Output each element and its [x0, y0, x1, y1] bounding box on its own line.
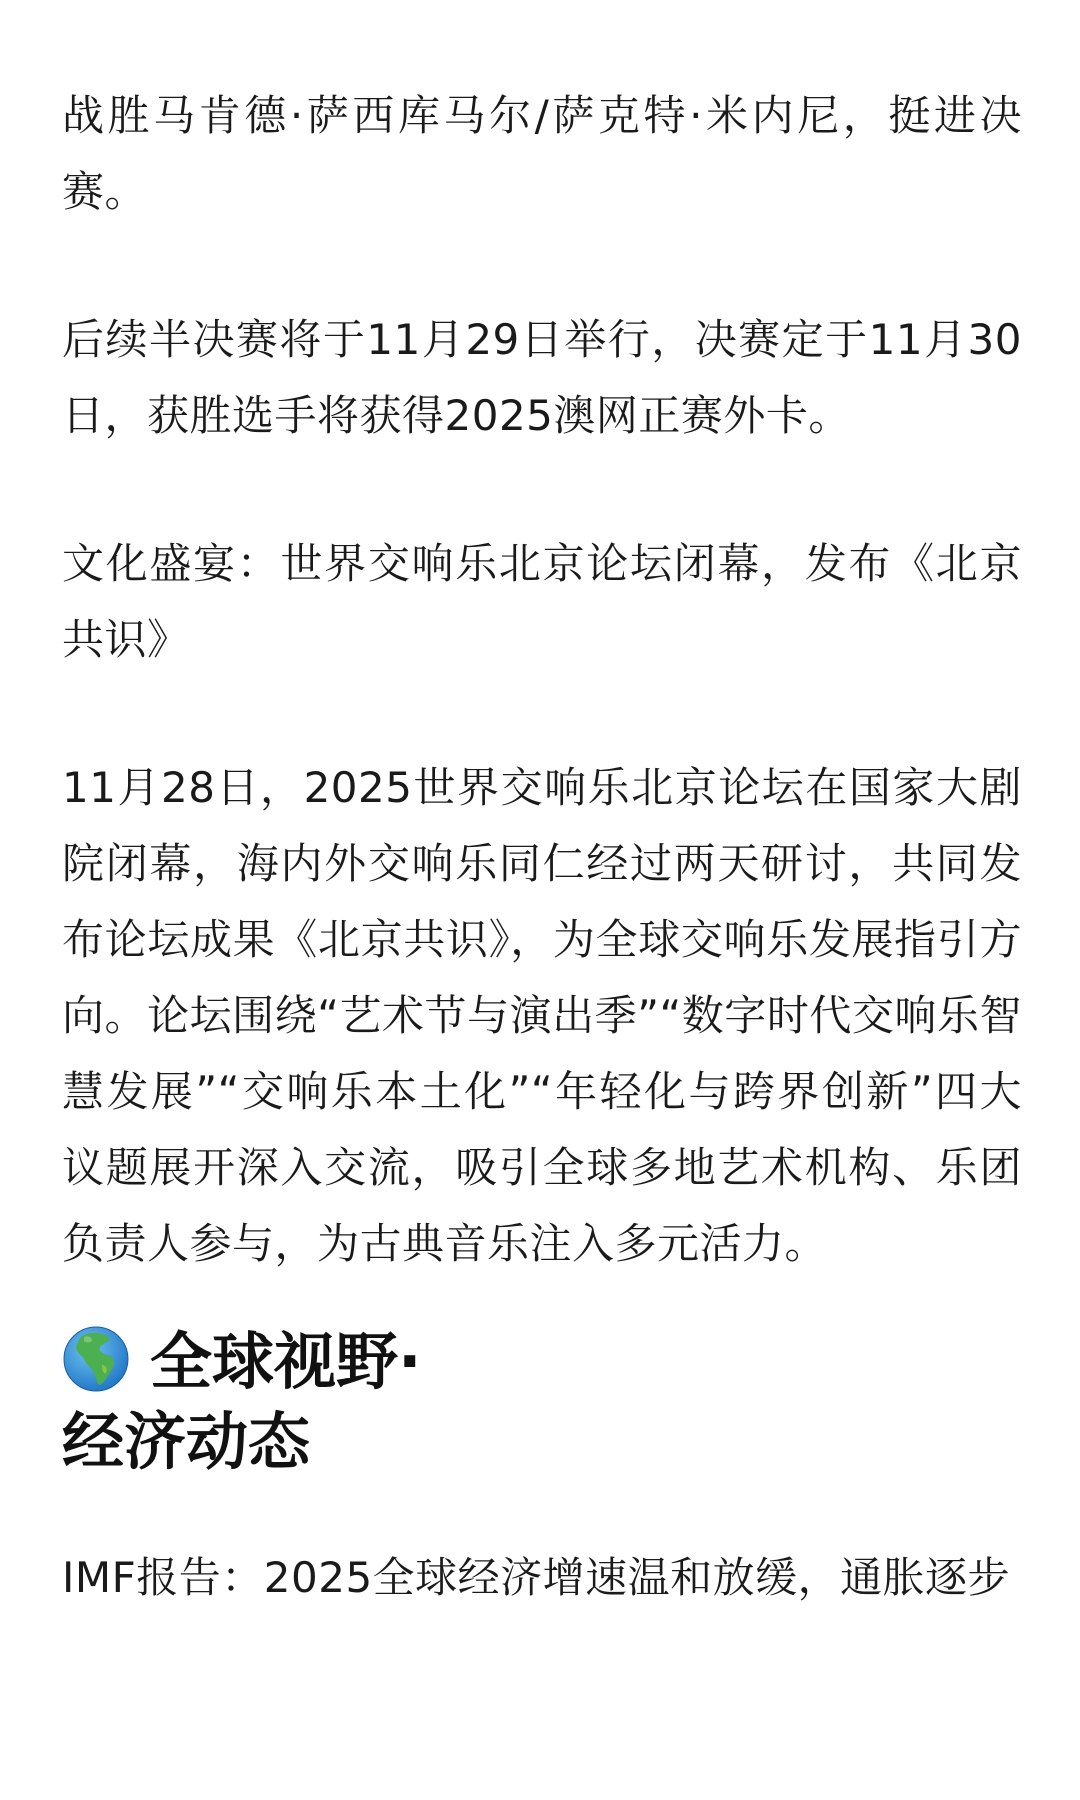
- section-heading-line2: 经济动态: [62, 1405, 311, 1478]
- article-body: [62, 78, 1022, 1616]
- paragraph-tennis-result: 战胜马肯德·萨西库马尔/萨克特·米内尼，挺进决赛。: [62, 91, 1022, 216]
- section-heading-line1: 全球视野·: [150, 1325, 422, 1398]
- globe-icon: [62, 1325, 130, 1393]
- paragraph-tennis-schedule: 后续半决赛将于11月29日举行，决赛定于11月30日，获胜选手将获得2025澳网正赛外卡。: [62, 315, 1022, 440]
- paragraph-culture-headline: 文化盛宴：世界交响乐北京论坛闭幕，发布《北京共识》: [62, 539, 1022, 664]
- paragraph-imf-report: IMF报告：2025全球经济增速温和放缓，通胀逐步: [62, 1553, 1011, 1602]
- section-heading-global-economy: [62, 1322, 1022, 1482]
- paragraph-symphony-forum: 11月28日，2025世界交响乐北京论坛在国家大剧院闭幕，海内外交响乐同仁经过两天研讨，共同发布论坛成果《北京共识》，为全球交响乐发展指引方向。论坛围绕“艺术节与演出季”“数字时代交响乐智慧发展”“交响乐本土化”“年轻化与跨界创新”四大议题展开深入交流，吸引全球多地艺术机构、乐团负责人参与，为古典音乐注入多元活力。: [62, 763, 1022, 1268]
